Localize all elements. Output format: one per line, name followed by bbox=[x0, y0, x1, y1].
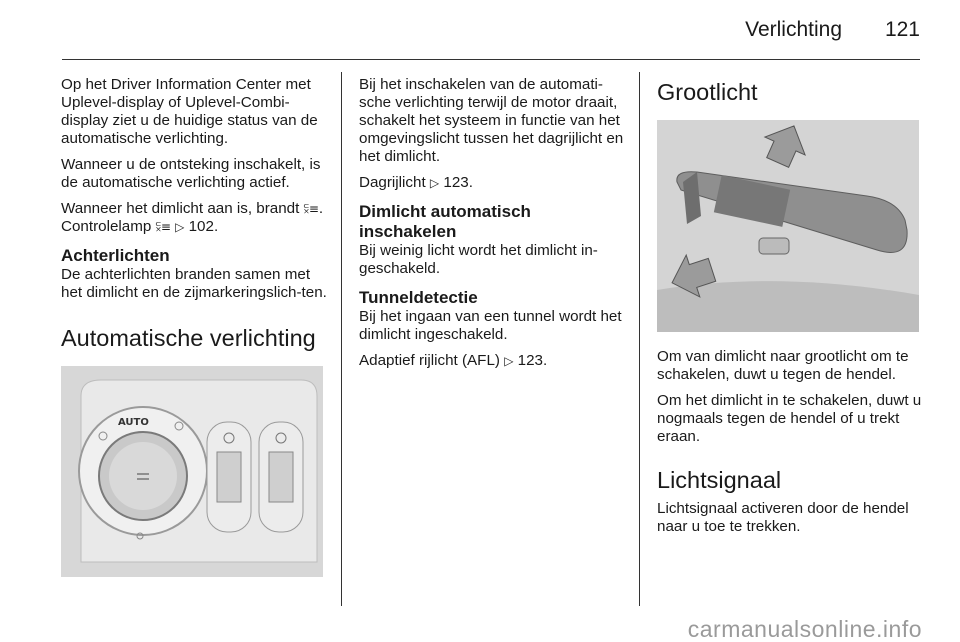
dimlight-icon: ⫁≡ bbox=[303, 202, 319, 216]
auto-label: AUTO bbox=[118, 417, 149, 428]
watermark: carmanualsonline.info bbox=[687, 616, 922, 642]
heading-lichtsignaal: Lichtsignaal bbox=[657, 467, 782, 493]
paragraph: Wanneer u de ontsteking inschakelt, is de automatische verlichting actief. bbox=[61, 156, 321, 191]
crossref-icon: ▷ bbox=[175, 220, 185, 234]
paragraph: Om het dimlicht in te schakelen, duwt u nogmaals tegen de hendel of u trekt eraan. bbox=[657, 392, 922, 445]
heading-achterlichten: Achterlichten bbox=[61, 246, 170, 265]
paragraph: Bij het inschakelen van de automati-sche verlichting terwijl de motor draait, schakelt het systeem in functie van het omgevingslicht tussen het dagrijlicht en het dimlicht. bbox=[359, 76, 624, 165]
paragraph: Wanneer het dimlicht aan is, brandt ⫁≡. Controlelamp ⫁≡ ▷ 102. bbox=[61, 200, 324, 235]
page-header bbox=[0, 0, 960, 62]
section-title: Verlichting bbox=[745, 18, 842, 41]
heading-grootlicht: Grootlicht bbox=[657, 79, 758, 105]
paragraph: Bij weinig licht wordt het dimlicht in-geschakeld. bbox=[359, 242, 598, 277]
column-1 bbox=[61, 76, 327, 577]
stalk-illustration bbox=[657, 120, 919, 332]
stalk-figure bbox=[657, 120, 919, 332]
heading-automatische-verlichting: Automatische verlichting bbox=[61, 325, 316, 351]
paragraph: Lichtsignaal activeren door de hendel naar u toe te trekken. bbox=[657, 500, 909, 535]
column-2 bbox=[359, 76, 625, 378]
paragraph: Op het Driver Information Center met Uplevel-display of Uplevel-Combi-display ziet u de huidige status van de automatische verlichting. bbox=[61, 76, 318, 147]
crossref-icon: ▷ bbox=[504, 354, 514, 368]
column-3 bbox=[657, 76, 923, 544]
heading-dimlicht-automatisch: Dimlicht automatisch inschakelen bbox=[359, 202, 531, 241]
paragraph: Adaptief rijlicht (AFL) ▷ 123. bbox=[359, 352, 548, 369]
paragraph: Om van dimlicht naar grootlicht om te schakelen, duwt u tegen de hendel. bbox=[657, 348, 909, 383]
paragraph: Bij het ingaan van een tunnel wordt het dimlicht ingeschakeld. bbox=[359, 308, 622, 343]
header-rule bbox=[62, 59, 920, 60]
column-divider-1 bbox=[341, 72, 342, 606]
page-number: 121 bbox=[884, 18, 920, 41]
crossref-icon: ▷ bbox=[429, 176, 440, 190]
light-switch-illustration bbox=[61, 366, 323, 577]
paragraph: De achterlichten branden samen met het dimlicht en de zijmarkeringslich-ten. bbox=[61, 266, 327, 301]
column-divider-2 bbox=[639, 72, 640, 606]
heading-tunneldetectie: Tunneldetectie bbox=[359, 288, 478, 307]
light-switch-figure bbox=[61, 366, 323, 577]
dimlight-icon: ⫁≡ bbox=[155, 220, 171, 234]
paragraph: Dagrijlicht ▷ 123. bbox=[359, 174, 473, 191]
